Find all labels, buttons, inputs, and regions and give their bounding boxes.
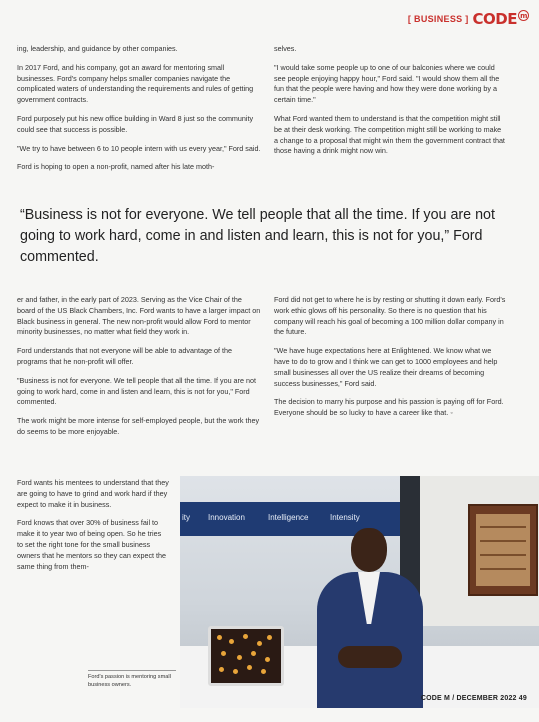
paragraph: "We have huge expectations here at Enlightened. We know what we have to do to grow and I think we can get to 1000 employees and help small businesses all over the US realize their dreams of becoming success businesses," Ford said. — [274, 346, 498, 388]
paragraph: Ford is hoping to open a non-profit, named after his late moth- — [17, 162, 215, 172]
paragraph: "I would take some people up to one of our balconies where we could see people enjoying happy hour," Ford said. "I would show them all the fun that the people were having and how they were done working by a certain time." — [274, 62, 500, 105]
tablet-display — [208, 626, 284, 686]
page-footer: CODE M / DECEMBER 2022 49 — [420, 695, 527, 702]
paragraph: selves. — [274, 44, 297, 53]
pull-quote: “Business is not for everyone. We tell people that all the time. If you are not going to work hard, come in and listen and learn, this is not for you,” Ford commented. — [20, 207, 495, 265]
paragraph: In 2017 Ford, and his company, got an award for mentoring small businesses. Ford's company helps smaller companies navigate the complicated waters of understanding the requirements and rules of getting government contracts. — [17, 62, 254, 105]
person-head — [351, 528, 387, 572]
paragraph: The work might be more intense for self-employed people, but the work they do seems to be more enjoyable. — [17, 416, 260, 436]
paragraph: ing, leadership, and guidance by other companies. — [17, 44, 178, 53]
section-tag: [ BUSINESS ] — [407, 14, 469, 24]
banner-word: ity — [182, 513, 190, 522]
paragraph: Ford wants his mentees to understand that they are going to have to grind and work hard if they expect to make it in business. — [17, 478, 169, 509]
paragraph: What Ford wanted them to understand is that the competition might still be at their desk working. The competition might still be working to make a change to a proposal that might win them the government contract that those having a drink might now win. — [274, 113, 505, 156]
column-right-top — [274, 44, 506, 165]
page-header — [408, 10, 529, 28]
magazine-logo: CODE m — [473, 10, 529, 28]
banner-word: Innovation — [208, 513, 245, 522]
paragraph: The decision to marry his purpose and his passion is paying off for Ford. Everyone should be so lucky to have a career like that. ◦ — [274, 397, 504, 418]
paragraph: er and father, in the early part of 2023. Serving as the Vice Chair of the board of the US Black Chambers, Inc. Ford wants to have a larger impact on Black business in general. The new non-profit would allow Ford to mentor minority businesses, no matter what field they work in. — [17, 295, 261, 337]
banner-word: Intensity — [330, 513, 360, 522]
framed-picture — [468, 504, 538, 596]
paragraph: Ford purposely put his new office building in Ward 8 just so the community could see that success is possible. — [17, 113, 254, 134]
column-left-mid — [17, 295, 261, 446]
column-right-mid — [274, 295, 506, 427]
article-photo — [180, 476, 539, 708]
column-left-top — [17, 44, 261, 181]
paragraph: "Business is not for everyone. We tell people that all the time. If you are not going to work hard, come in and listen and learn, this is not for you," Ford commented. — [17, 375, 256, 407]
logo-mark-icon: m — [518, 10, 529, 21]
photo-caption: Ford's passion is mentoring small business owners. — [88, 670, 176, 689]
paragraph: Ford did not get to where he is by resting or shutting it down early. Ford's work ethic glows off his personality. So there is no question that his company will reach his goal of becoming a 100 million dollar company in the future. — [274, 295, 506, 337]
column-left-lower — [17, 478, 169, 580]
banner-word: Intelligence — [268, 513, 309, 522]
person-hands — [338, 646, 402, 668]
paragraph: Ford understands that not everyone will be able to advantage of the programs that he non-profit will offer. — [17, 346, 232, 366]
paragraph: "We try to have between 6 to 10 people intern with us every year," Ford said. — [17, 143, 261, 153]
paragraph: Ford knows that over 30% of business fail to make it to year two of being open. So he tries to set the right tone for the small business owners that he mentors so they can expect the same thing from them- — [17, 518, 167, 571]
